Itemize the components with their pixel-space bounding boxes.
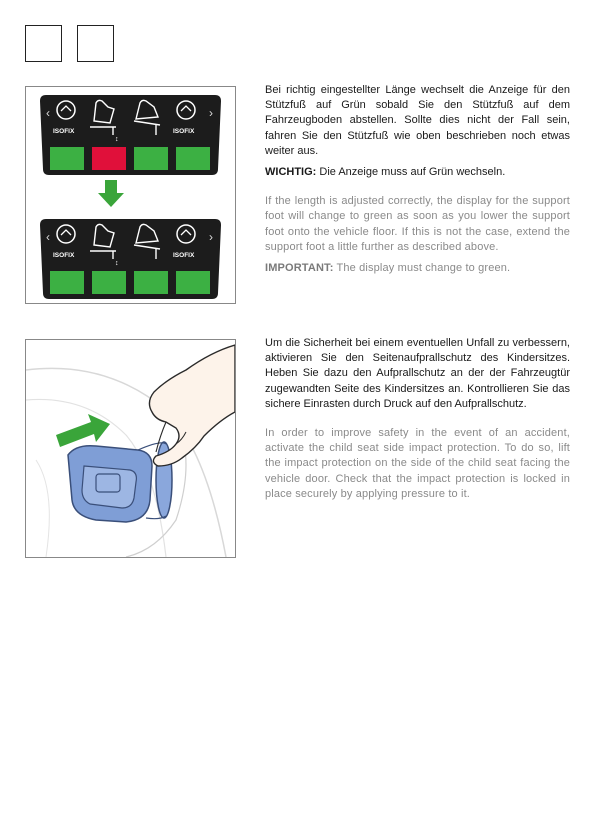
side-impact-figure: [25, 339, 236, 558]
isofix-left-label: ISOFIX: [53, 128, 75, 135]
indicator-green-4: [176, 147, 210, 170]
step-checkbox-1: [25, 25, 62, 62]
indicator-green-3: [134, 271, 168, 294]
display-figure: [25, 86, 236, 304]
display-panel-top: [40, 95, 221, 175]
svg-text:↕: ↕: [115, 136, 119, 143]
section2-en-paragraph: In order to improve safety in the event of an accident, activate the child seat side impact protection. To do so, lift the impact protection on the side of the child seat facing the vehicle door. Check that the impact protection is locked in place securely by applying pressure to it.: [265, 427, 570, 500]
display-panel-bottom: [40, 219, 221, 299]
indicator-green-4: [176, 271, 210, 294]
section2-text: [265, 336, 570, 508]
section2-de-paragraph: Um die Sicherheit bei einem eventuellen Unfall zu verbessern, aktivieren Sie den Seitenaufprallschutz des Kindersitzes. Heben Sie dazu den Aufprallschutz an der der Fahrzeugtür zugewandten Seite des Kindersitzes an. Kontrollieren Sie das sichere Einrasten durch Druck auf den Aufprallschutz.: [265, 337, 570, 410]
chevron-right-icon: ›: [209, 230, 213, 244]
display-illustration: [26, 87, 235, 303]
section1-en-important: IMPORTANT: The display must change to green.: [265, 262, 511, 275]
arrow-down-icon: [98, 180, 124, 207]
side-impact-illustration: [26, 340, 235, 557]
arrow-right-icon: [56, 414, 110, 447]
isofix-right-label: ISOFIX: [173, 252, 195, 259]
section1-de-paragraph: Bei richtig eingestellter Länge wechselt die Anzeige für den Stützfuß auf Grün sobald Sie den Stützfuß auf dem Fahrzeugboden abstellen. Sollte dies nicht der Fall sein, fahren Sie den Stützfuß wie oben beschrieben noch etwas weiter aus.: [265, 84, 570, 157]
section1-en-paragraph: If the length is adjusted correctly, the display for the support foot will change to green as soon as you lower the support foot onto the vehicle floor. If this is not the case, extend the support foot a little further as described above.: [265, 195, 570, 253]
section1-de-important: WICHTIG: Die Anzeige muss auf Grün wechseln.: [265, 166, 506, 179]
indicator-green-1: [50, 147, 84, 170]
isofix-left-label: ISOFIX: [53, 252, 75, 259]
chevron-right-icon: ›: [209, 106, 213, 120]
step-checkbox-2: [77, 25, 114, 62]
svg-text:↕: ↕: [115, 260, 119, 267]
chevron-left-icon: ‹: [46, 106, 50, 120]
section1-text: [265, 83, 570, 282]
indicator-green-1: [50, 271, 84, 294]
indicator-green-3: [134, 147, 168, 170]
chevron-left-icon: ‹: [46, 230, 50, 244]
indicator-red-2: [92, 147, 126, 170]
side-impact-protector: [68, 442, 172, 522]
indicator-green-2: [92, 271, 126, 294]
isofix-right-label: ISOFIX: [173, 128, 195, 135]
